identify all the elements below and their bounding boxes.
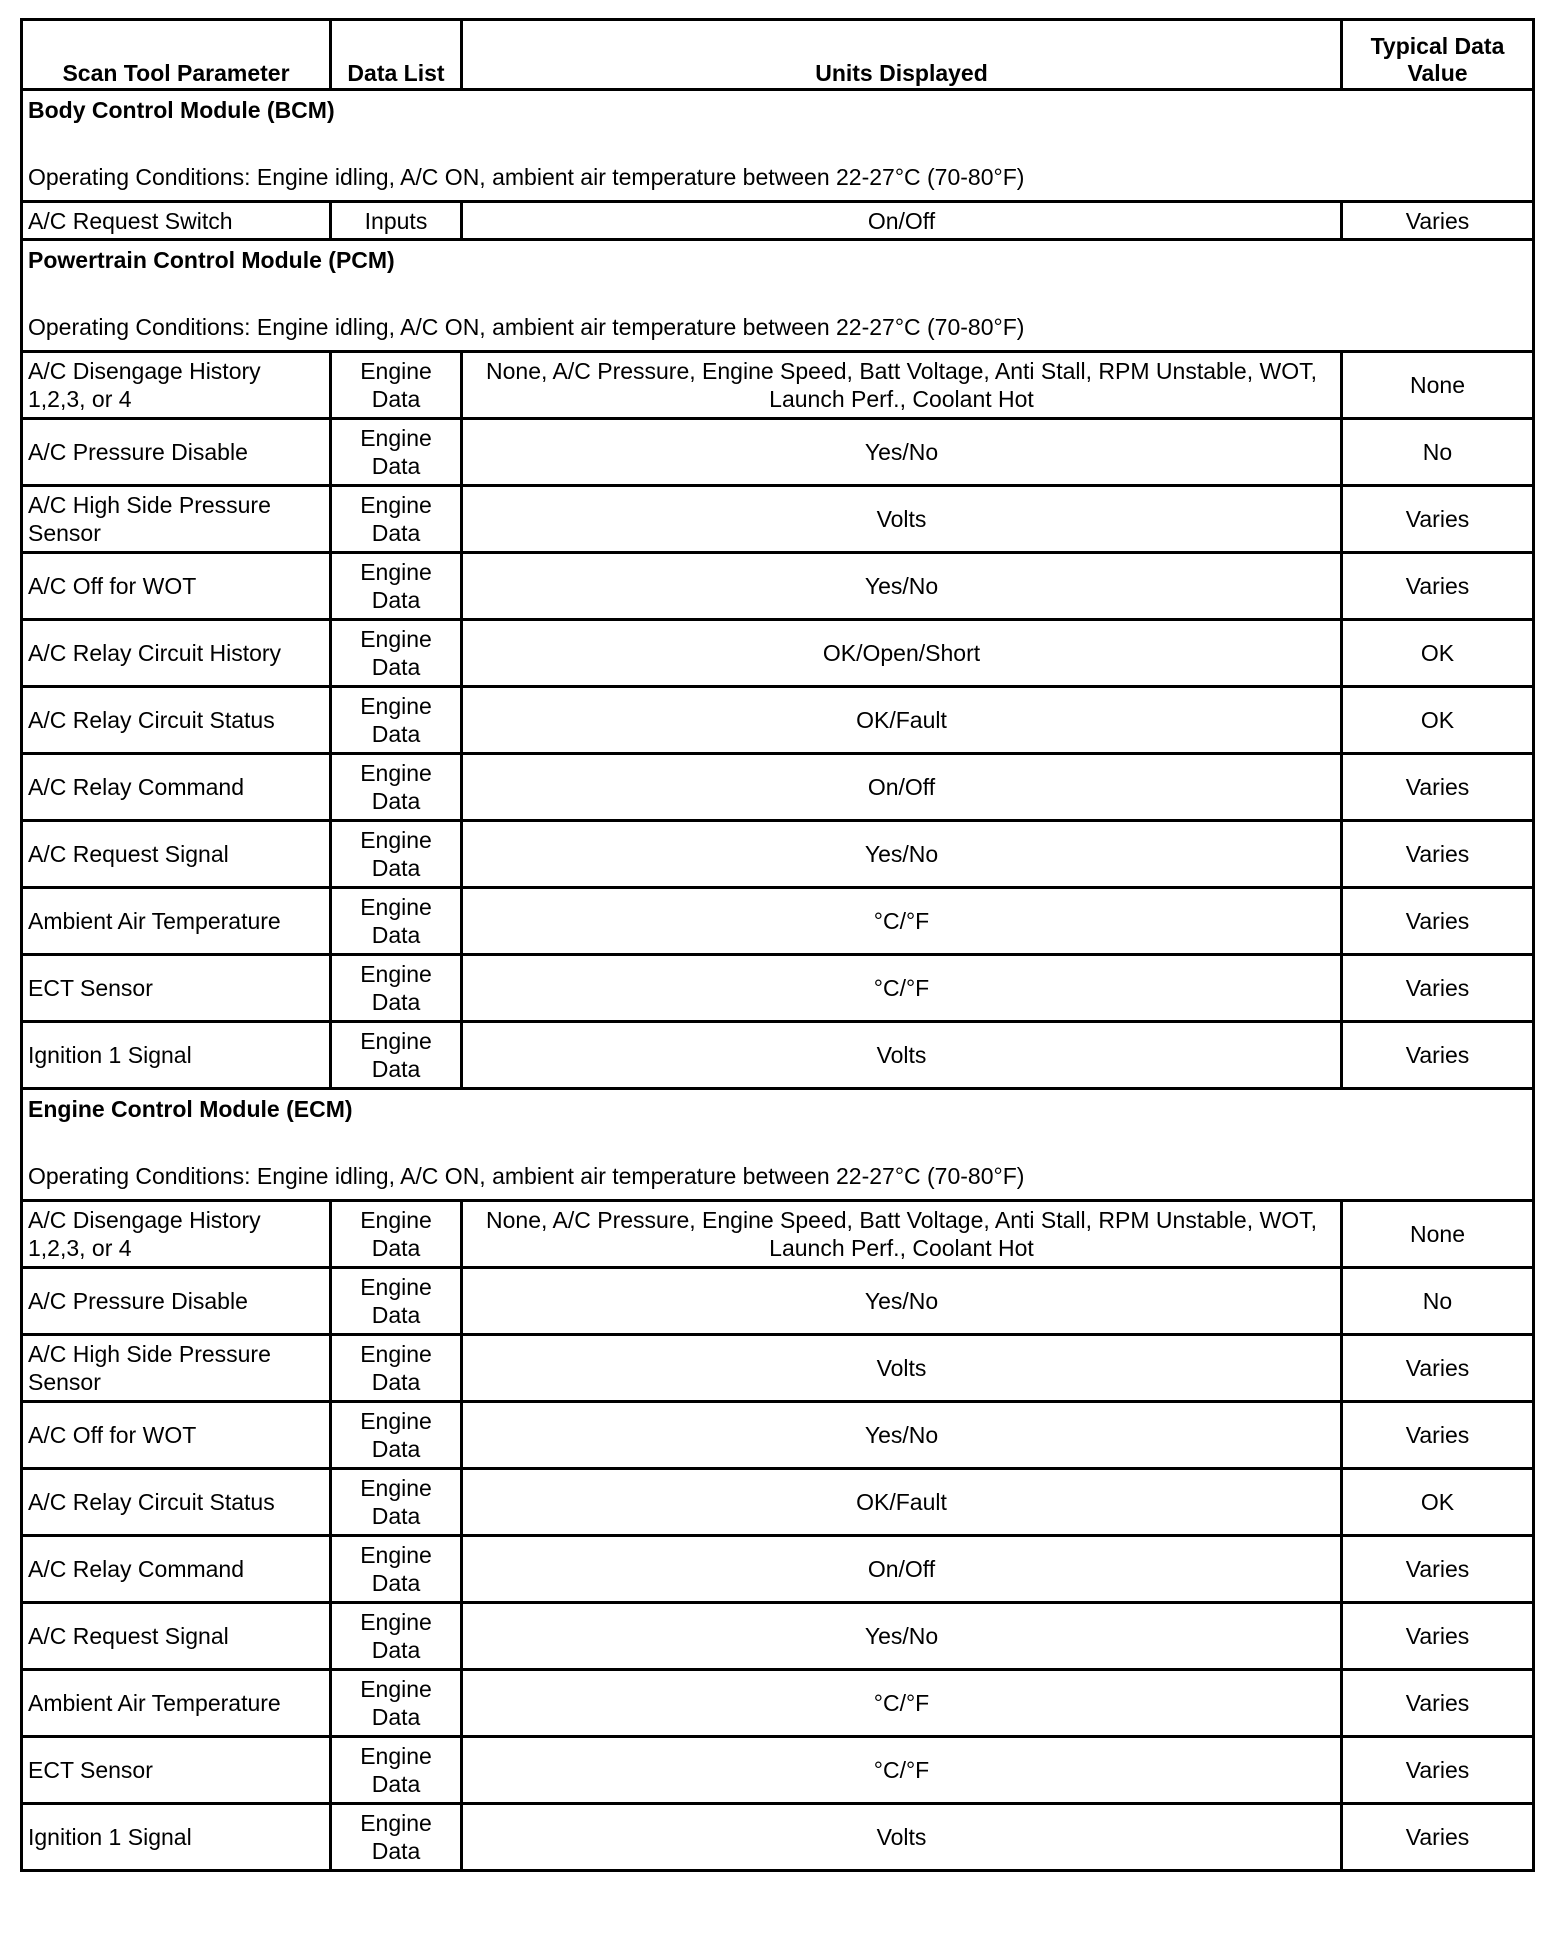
parameter-cell: Ambient Air Temperature	[22, 1670, 331, 1737]
units-cell: Yes/No	[462, 1268, 1342, 1335]
units-cell: None, A/C Pressure, Engine Speed, Batt Voltage, Anti Stall, RPM Unstable, WOT, Launch Perf., Coolant Hot	[462, 352, 1342, 419]
table-row	[22, 202, 1534, 240]
data-list-cell: Engine Data	[331, 1536, 462, 1603]
typical-value-cell: Varies	[1342, 955, 1534, 1022]
data-list-cell: Engine Data	[331, 352, 462, 419]
table-body	[22, 90, 1534, 1871]
typical-value-cell: None	[1342, 352, 1534, 419]
typical-value-cell: Varies	[1342, 1335, 1534, 1402]
typical-value-cell: No	[1342, 419, 1534, 486]
typical-value-cell: Varies	[1342, 486, 1534, 553]
typical-value-cell: Varies	[1342, 1022, 1534, 1089]
units-cell: °C/°F	[462, 955, 1342, 1022]
units-cell: Yes/No	[462, 1402, 1342, 1469]
parameter-cell: A/C Pressure Disable	[22, 1268, 331, 1335]
operating-conditions: Operating Conditions: Engine idling, A/C ON, ambient air temperature between 22-27°C (70-80°F)	[28, 1163, 1025, 1189]
data-list-cell: Engine Data	[331, 1402, 462, 1469]
table-row	[22, 1603, 1534, 1670]
header-row	[22, 20, 1534, 90]
parameter-cell: A/C High Side Pressure Sensor	[22, 486, 331, 553]
parameter-cell: A/C Relay Circuit Status	[22, 687, 331, 754]
section-title: Engine Control Module (ECM)	[28, 1096, 353, 1122]
table-row	[22, 1737, 1534, 1804]
units-cell: Volts	[462, 1022, 1342, 1089]
data-list-cell: Engine Data	[331, 754, 462, 821]
parameter-cell: A/C Relay Command	[22, 754, 331, 821]
table-row	[22, 888, 1534, 955]
header-typical-data-value: Typical Data Value	[1342, 20, 1534, 90]
units-cell: On/Off	[462, 754, 1342, 821]
units-cell: Yes/No	[462, 419, 1342, 486]
typical-value-cell: Varies	[1342, 821, 1534, 888]
table-row	[22, 1670, 1534, 1737]
typical-value-cell: Varies	[1342, 1737, 1534, 1804]
data-list-cell: Engine Data	[331, 1804, 462, 1871]
data-list-cell: Engine Data	[331, 1201, 462, 1268]
data-list-cell: Inputs	[331, 202, 462, 240]
parameter-cell: Ignition 1 Signal	[22, 1804, 331, 1871]
parameter-cell: A/C Relay Command	[22, 1536, 331, 1603]
section-title: Body Control Module (BCM)	[28, 97, 335, 123]
header-units-displayed: Units Displayed	[462, 20, 1342, 90]
table-row	[22, 1335, 1534, 1402]
data-list-cell: Engine Data	[331, 620, 462, 687]
parameter-cell: A/C Off for WOT	[22, 1402, 331, 1469]
table-row	[22, 620, 1534, 687]
scan-tool-data-document	[20, 18, 1532, 1872]
typical-value-cell: Varies	[1342, 1402, 1534, 1469]
section-header-cell	[22, 1089, 1534, 1201]
typical-value-cell: Varies	[1342, 1804, 1534, 1871]
data-list-cell: Engine Data	[331, 1670, 462, 1737]
data-list-cell: Engine Data	[331, 1022, 462, 1089]
table-row	[22, 419, 1534, 486]
data-list-cell: Engine Data	[331, 1603, 462, 1670]
table-row	[22, 1402, 1534, 1469]
parameter-cell: A/C Pressure Disable	[22, 419, 331, 486]
typical-value-cell: Varies	[1342, 1603, 1534, 1670]
header-data-list: Data List	[331, 20, 462, 90]
table-row	[22, 1201, 1534, 1268]
typical-value-cell: Varies	[1342, 754, 1534, 821]
parameter-cell: A/C Request Signal	[22, 821, 331, 888]
parameter-cell: A/C Request Signal	[22, 1603, 331, 1670]
typical-value-cell: OK	[1342, 620, 1534, 687]
parameter-cell: A/C Disengage History 1,2,3, or 4	[22, 1201, 331, 1268]
data-list-cell: Engine Data	[331, 1268, 462, 1335]
units-cell: Yes/No	[462, 553, 1342, 620]
data-list-cell: Engine Data	[331, 1737, 462, 1804]
data-list-cell: Engine Data	[331, 687, 462, 754]
units-cell: OK/Fault	[462, 1469, 1342, 1536]
table-row	[22, 1536, 1534, 1603]
units-cell: Volts	[462, 1804, 1342, 1871]
section-header-body-control-module	[22, 90, 1534, 202]
units-cell: OK/Fault	[462, 687, 1342, 754]
units-cell: OK/Open/Short	[462, 620, 1342, 687]
parameter-cell: Ignition 1 Signal	[22, 1022, 331, 1089]
section-header-powertrain-control-module	[22, 240, 1534, 352]
typical-value-cell: Varies	[1342, 202, 1534, 240]
units-cell: Yes/No	[462, 1603, 1342, 1670]
parameter-cell: ECT Sensor	[22, 955, 331, 1022]
table-row	[22, 486, 1534, 553]
table-header	[22, 20, 1534, 90]
typical-value-cell: Varies	[1342, 1536, 1534, 1603]
typical-value-cell: OK	[1342, 687, 1534, 754]
data-list-cell: Engine Data	[331, 821, 462, 888]
typical-value-cell: OK	[1342, 1469, 1534, 1536]
units-cell: None, A/C Pressure, Engine Speed, Batt Voltage, Anti Stall, RPM Unstable, WOT, Launch Perf., Coolant Hot	[462, 1201, 1342, 1268]
units-cell: °C/°F	[462, 888, 1342, 955]
table-row	[22, 1804, 1534, 1871]
parameter-cell: A/C Disengage History 1,2,3, or 4	[22, 352, 331, 419]
section-title: Powertrain Control Module (PCM)	[28, 247, 395, 273]
typical-value-cell: Varies	[1342, 888, 1534, 955]
parameter-cell: A/C Relay Circuit History	[22, 620, 331, 687]
units-cell: °C/°F	[462, 1670, 1342, 1737]
data-list-cell: Engine Data	[331, 1469, 462, 1536]
scan-tool-data-table	[20, 18, 1535, 1872]
operating-conditions: Operating Conditions: Engine idling, A/C ON, ambient air temperature between 22-27°C (70-80°F)	[28, 314, 1025, 340]
section-header-cell	[22, 90, 1534, 202]
table-row	[22, 1022, 1534, 1089]
parameter-cell: A/C Request Switch	[22, 202, 331, 240]
section-header-cell	[22, 240, 1534, 352]
data-list-cell: Engine Data	[331, 888, 462, 955]
typical-value-cell: None	[1342, 1201, 1534, 1268]
table-row	[22, 821, 1534, 888]
table-row	[22, 553, 1534, 620]
table-row	[22, 955, 1534, 1022]
table-row	[22, 687, 1534, 754]
parameter-cell: A/C High Side Pressure Sensor	[22, 1335, 331, 1402]
units-cell: On/Off	[462, 202, 1342, 240]
table-row	[22, 352, 1534, 419]
table-row	[22, 1268, 1534, 1335]
parameter-cell: ECT Sensor	[22, 1737, 331, 1804]
typical-value-cell: Varies	[1342, 553, 1534, 620]
data-list-cell: Engine Data	[331, 553, 462, 620]
table-row	[22, 1469, 1534, 1536]
data-list-cell: Engine Data	[331, 419, 462, 486]
units-cell: On/Off	[462, 1536, 1342, 1603]
operating-conditions: Operating Conditions: Engine idling, A/C ON, ambient air temperature between 22-27°C (70-80°F)	[28, 164, 1025, 190]
parameter-cell: A/C Relay Circuit Status	[22, 1469, 331, 1536]
parameter-cell: Ambient Air Temperature	[22, 888, 331, 955]
units-cell: Yes/No	[462, 821, 1342, 888]
data-list-cell: Engine Data	[331, 1335, 462, 1402]
typical-value-cell: Varies	[1342, 1670, 1534, 1737]
data-list-cell: Engine Data	[331, 955, 462, 1022]
units-cell: °C/°F	[462, 1737, 1342, 1804]
data-list-cell: Engine Data	[331, 486, 462, 553]
typical-value-cell: No	[1342, 1268, 1534, 1335]
units-cell: Volts	[462, 486, 1342, 553]
table-row	[22, 754, 1534, 821]
header-scan-tool-parameter: Scan Tool Parameter	[22, 20, 331, 90]
section-header-engine-control-module	[22, 1089, 1534, 1201]
units-cell: Volts	[462, 1335, 1342, 1402]
parameter-cell: A/C Off for WOT	[22, 553, 331, 620]
